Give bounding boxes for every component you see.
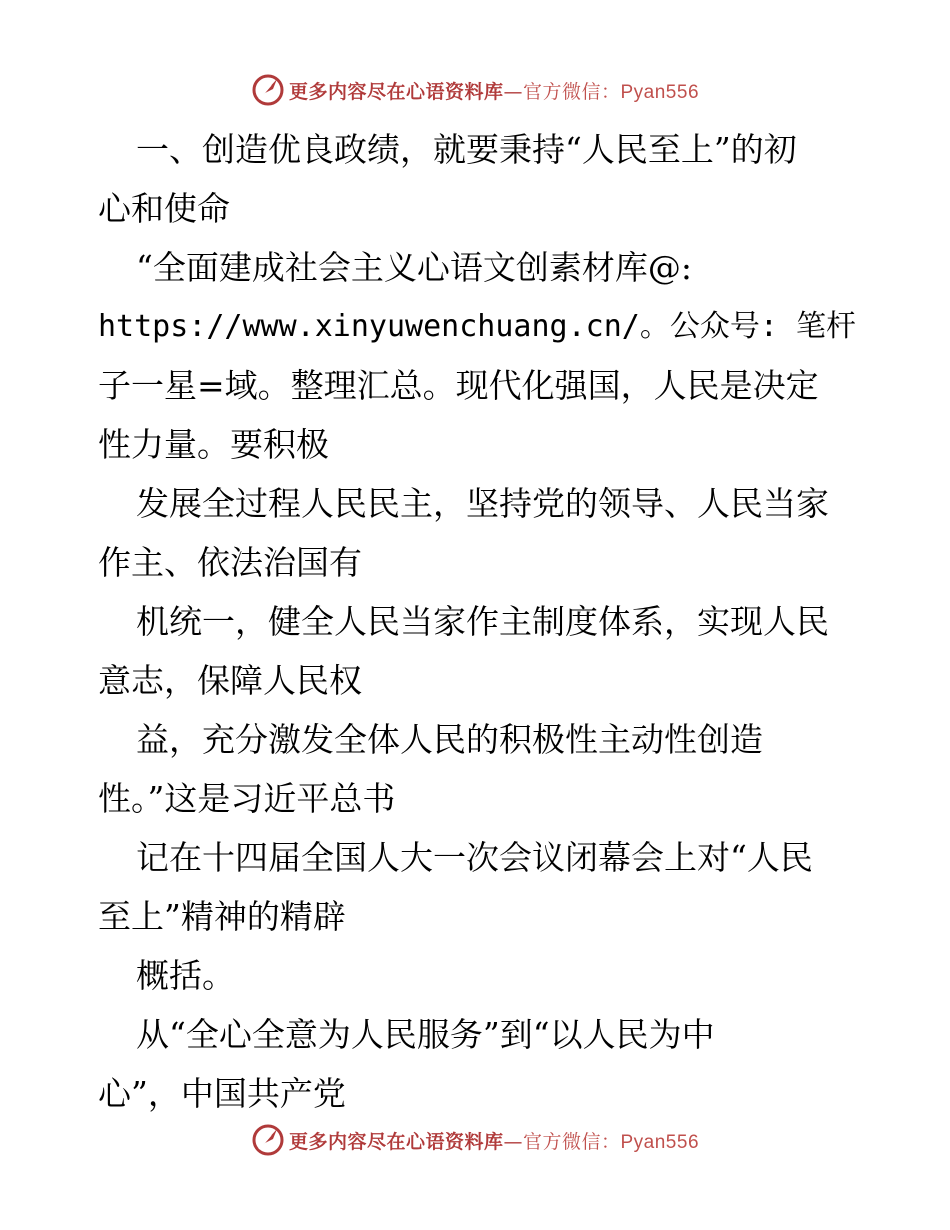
text-line: 意志，保障人民权 [98,661,362,700]
text-line: 记在十四届全国人大一次会议闭幕会上对“人民 [136,838,813,877]
banner-official-label: 官方微信： [522,1130,621,1153]
banner-text [289,77,699,104]
footer-banner [0,1118,950,1162]
quill-logo-icon [251,73,285,107]
text-line: https://www.xinyuwenchuang.cn/。公众号: 笔杆 [98,309,856,344]
text-line: “全面建成社会主义心语文创素材库@: [136,248,692,287]
text-line: 一、创造优良政绩，就要秉持“人民至上”的初 [136,130,797,169]
banner-site-text: 更多内容尽在心语资料库 [288,80,504,103]
banner-text [289,1127,699,1154]
text-line: 子一星=域。整理汇总。现代化强国，人民是决定 [98,366,819,405]
text-line: 益，充分激发全体人民的积极性主动性创造 [136,720,763,759]
banner-site-text: 更多内容尽在心语资料库 [288,1130,504,1153]
text-line: 机统一，健全人民当家作主制度体系，实现人民 [136,602,829,641]
banner-wechat-id: Pyan556 [620,81,700,103]
quill-logo-icon [251,1123,285,1157]
banner-dash: — [503,1130,523,1153]
banner-wechat-id: Pyan556 [620,1131,700,1153]
text-line: 发展全过程人民民主，坚持党的领导、人民当家 [136,484,829,523]
banner-dash: — [503,80,523,103]
banner-official-label: 官方微信： [522,80,621,103]
text-line: 从“全心全意为人民服务”到“以人民为中 [136,1015,715,1054]
header-banner [0,68,950,112]
body-text [98,120,858,1123]
text-line: 作主、依法治国有 [98,543,362,582]
text-line: 心”，中国共产党 [98,1074,346,1113]
text-line: 至上”精神的精辟 [98,897,346,936]
text-line: 性。”这是习近平总书 [98,779,396,818]
text-line: 概括。 [136,956,235,995]
text-line: 心和使命 [98,189,230,228]
text-line: 性力量。要积极 [98,425,329,464]
